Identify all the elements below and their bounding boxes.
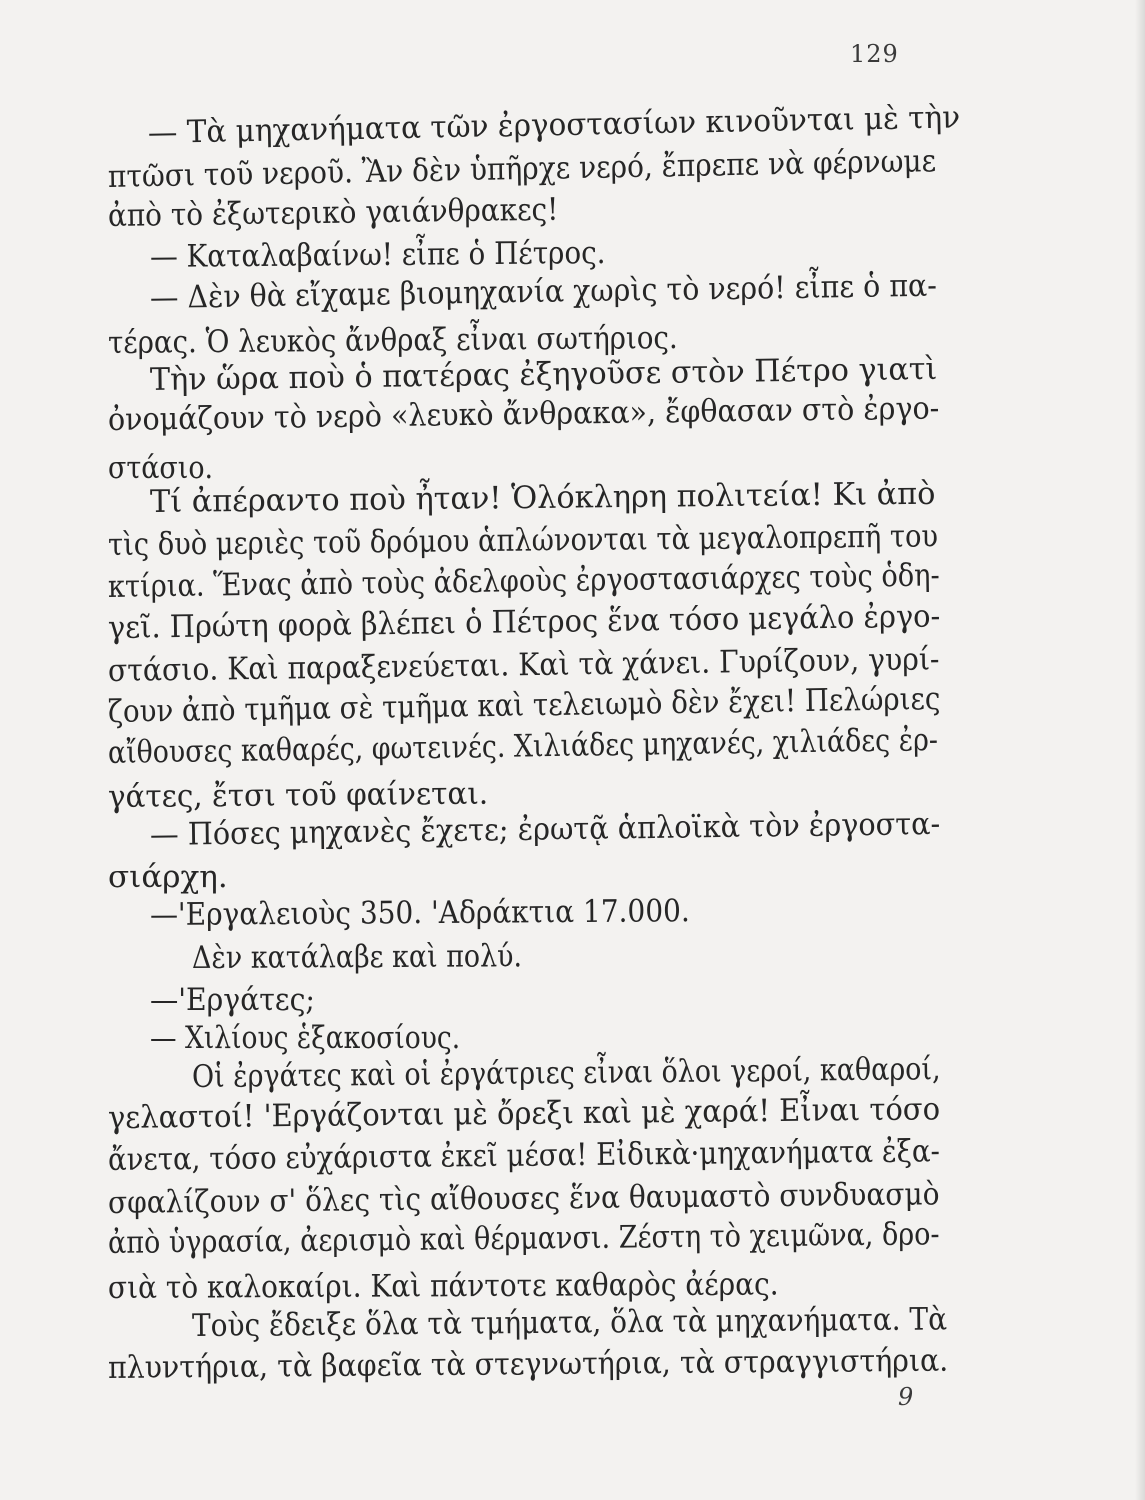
- text-line: γάτες, ἔτσι τοῦ φαίνεται.: [107, 775, 489, 815]
- text-line: στάσιο. Καὶ παραξενεύεται. Καὶ τὰ χάνει. Γυρίζουν, γυρί-: [107, 641, 940, 689]
- text-line: αἴθουσες καθαρές, φωτεινές. Χιλιάδες μηχανές, χιλιάδες ἐρ-: [107, 721, 939, 771]
- text-line: γελαστοί! 'Εργάζονται μὲ ὄρεξι καὶ μὲ χαρά! Εἶναι τόσο: [107, 1091, 941, 1136]
- text-line: —'Εργάτες;: [150, 982, 315, 1018]
- text-line: ἀπὸ ὑγρασία, ἀερισμὸ καὶ θέρμανσι. Ζέστη τὸ χειμῶνα, δρο-: [107, 1216, 940, 1261]
- text-line: στάσιο.: [108, 450, 214, 486]
- text-line: γεῖ. Πρώτη φορὰ βλέπει ὁ Πέτρος ἕνα τόσο μεγάλο ἐργο-: [107, 598, 941, 646]
- text-line: τέρας. Ὁ λευκὸς ἄνθραξ εἶναι σωτήριος.: [107, 320, 678, 361]
- text-line: — Καταλαβαίνω! εἶπε ὁ Πέτρος.: [149, 235, 606, 275]
- text-line: σφαλίζουν σ' ὅλες τὶς αἴθουσες ἕνα θαυμαστὸ συνδυασμὸ: [107, 1176, 940, 1221]
- text-line: — Πόσες μηχανὲς ἔχετε; ἐρωτᾷ ἁπλοϊκὰ τὸν ἐργοστα-: [149, 805, 941, 853]
- text-line: Οἱ ἐργάτες καὶ οἱ ἐργάτριες εἶναι ὅλοι γεροί, καθαροί,: [191, 1051, 941, 1095]
- text-line: κτίρια. Ἕνας ἀπὸ τοὺς ἀδελφοὺς ἐργοστασιάρχες τοὺς ὁδη-: [107, 557, 940, 605]
- page-number: 129: [850, 40, 899, 68]
- text-line: ἄνετα, τόσο εὐχάριστα ἐκεῖ μέσα! Εἰδικὰ·μηχανήματα ἐξα-: [107, 1133, 941, 1178]
- text-line: — Τὰ μηχανήματα τῶν ἐργοστασίων κινοῦνται μὲ τὴν: [147, 99, 961, 151]
- text-line: Τοὺς ἔδειξε ὅλα τὰ τμήματα, ὅλα τὰ μηχανήματα. Τὰ: [191, 1301, 948, 1344]
- text-line: πτῶσι τοῦ νεροῦ. Ἂν δὲν ὑπῆρχε νερό, ἔπρεπε νὰ φέρνωμε: [107, 143, 937, 195]
- text-line: — Δὲν θὰ εἴχαμε βιομηχανία χωρὶς τὸ νερό! εἶπε ὁ πα-: [149, 267, 938, 316]
- text-line: ἀπὸ τὸ ἐξωτερικὸ γαιάνθρακες!: [107, 191, 559, 234]
- text-line: Δὲν κατάλαβε καὶ πολύ.: [191, 938, 523, 976]
- text-line: —'Εργαλειοὺς 350. 'Αδράκτια 17.000.: [149, 893, 690, 933]
- text-line: πλυντήρια, τὰ βαφεῖα τὰ στεγνωτήρια, τὰ στραγγιστήρια.: [107, 1342, 949, 1386]
- signature-mark: 9: [898, 1383, 914, 1411]
- text-line: — Χιλίους ἑξακοσίους.: [150, 1020, 461, 1056]
- text-line: ὀνομάζουν τὸ νερὸ «λευκὸ ἄνθρακα», ἔφθασαν στὸ ἐργο-: [107, 390, 940, 438]
- text-line: σιάρχη.: [108, 859, 228, 895]
- text-line: Τί ἀπέραντο ποὺ ἦταν! Ὁλόκληρη πολιτεία! Κι ἀπὸ: [149, 475, 936, 520]
- text-line: ζουν ἀπὸ τμῆμα σὲ τμῆμα καὶ τελειωμὸ δὲν ἔχει! Πελώριες: [107, 680, 941, 730]
- text-line: σιὰ τὸ καλοκαίρι. Καὶ πάντοτε καθαρὸς ἀέρας.: [107, 1266, 779, 1306]
- text-line: τὶς δυὸ μεριὲς τοῦ δρόμου ἁπλώνονται τὰ μεγαλοπρεπῆ του: [107, 518, 939, 563]
- text-line: Τὴν ὥρα ποὺ ὁ πατέρας ἐξηγοῦσε στὸν Πέτρο γιατὶ: [149, 351, 938, 398]
